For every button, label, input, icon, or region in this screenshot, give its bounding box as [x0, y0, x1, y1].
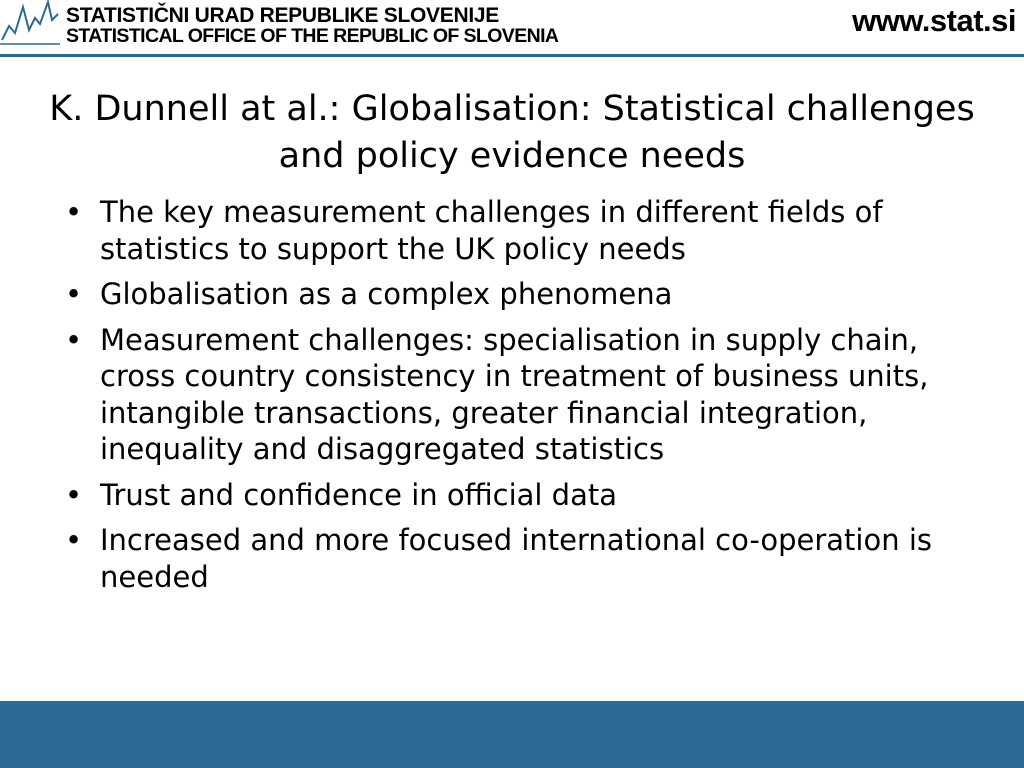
bullet-marker: • [65, 523, 83, 557]
bullet-item [62, 322, 982, 468]
bullet-text: The key measurement challenges in different fields of statistics to support the UK policy needs [100, 195, 883, 266]
statistics-chart-logo-icon [0, 0, 60, 46]
bullet-item [62, 522, 982, 595]
site-url: www.stat.si [852, 3, 1016, 38]
bullet-list [62, 194, 982, 604]
bullet-marker: • [65, 477, 83, 512]
bullet-text: Increased and more focused international co-operation is needed [100, 523, 932, 594]
org-name-english: STATISTICAL OFFICE OF THE REPUBLIC OF SLOVENIA [66, 25, 559, 47]
slide-header [0, 0, 1024, 56]
organization-names [66, 5, 558, 47]
footer-band [0, 701, 1024, 768]
bullet-text: Measurement challenges: specialisation in supply chain, cross country consistency in treatment of business units, intangible transactions, greater financial integration, inequality and disaggregated statistics [100, 322, 929, 466]
header-divider [0, 54, 1024, 57]
bullet-marker: • [65, 322, 83, 357]
org-name-slovene: STATISTIČNI URAD REPUBLIKE SLOVENIJE [66, 4, 499, 27]
bullet-item [62, 276, 982, 313]
bullet-marker: • [65, 195, 83, 229]
bullet-text: Globalisation as a complex phenomena [100, 277, 673, 311]
bullet-item [62, 194, 982, 267]
bullet-text: Trust and confidence in official data [100, 477, 618, 512]
bullet-item [62, 477, 982, 514]
bullet-marker: • [65, 277, 83, 311]
slide-title: K. Dunnell at al.: Globalisation: Statistical challenges and policy evidence needs [49, 89, 975, 176]
